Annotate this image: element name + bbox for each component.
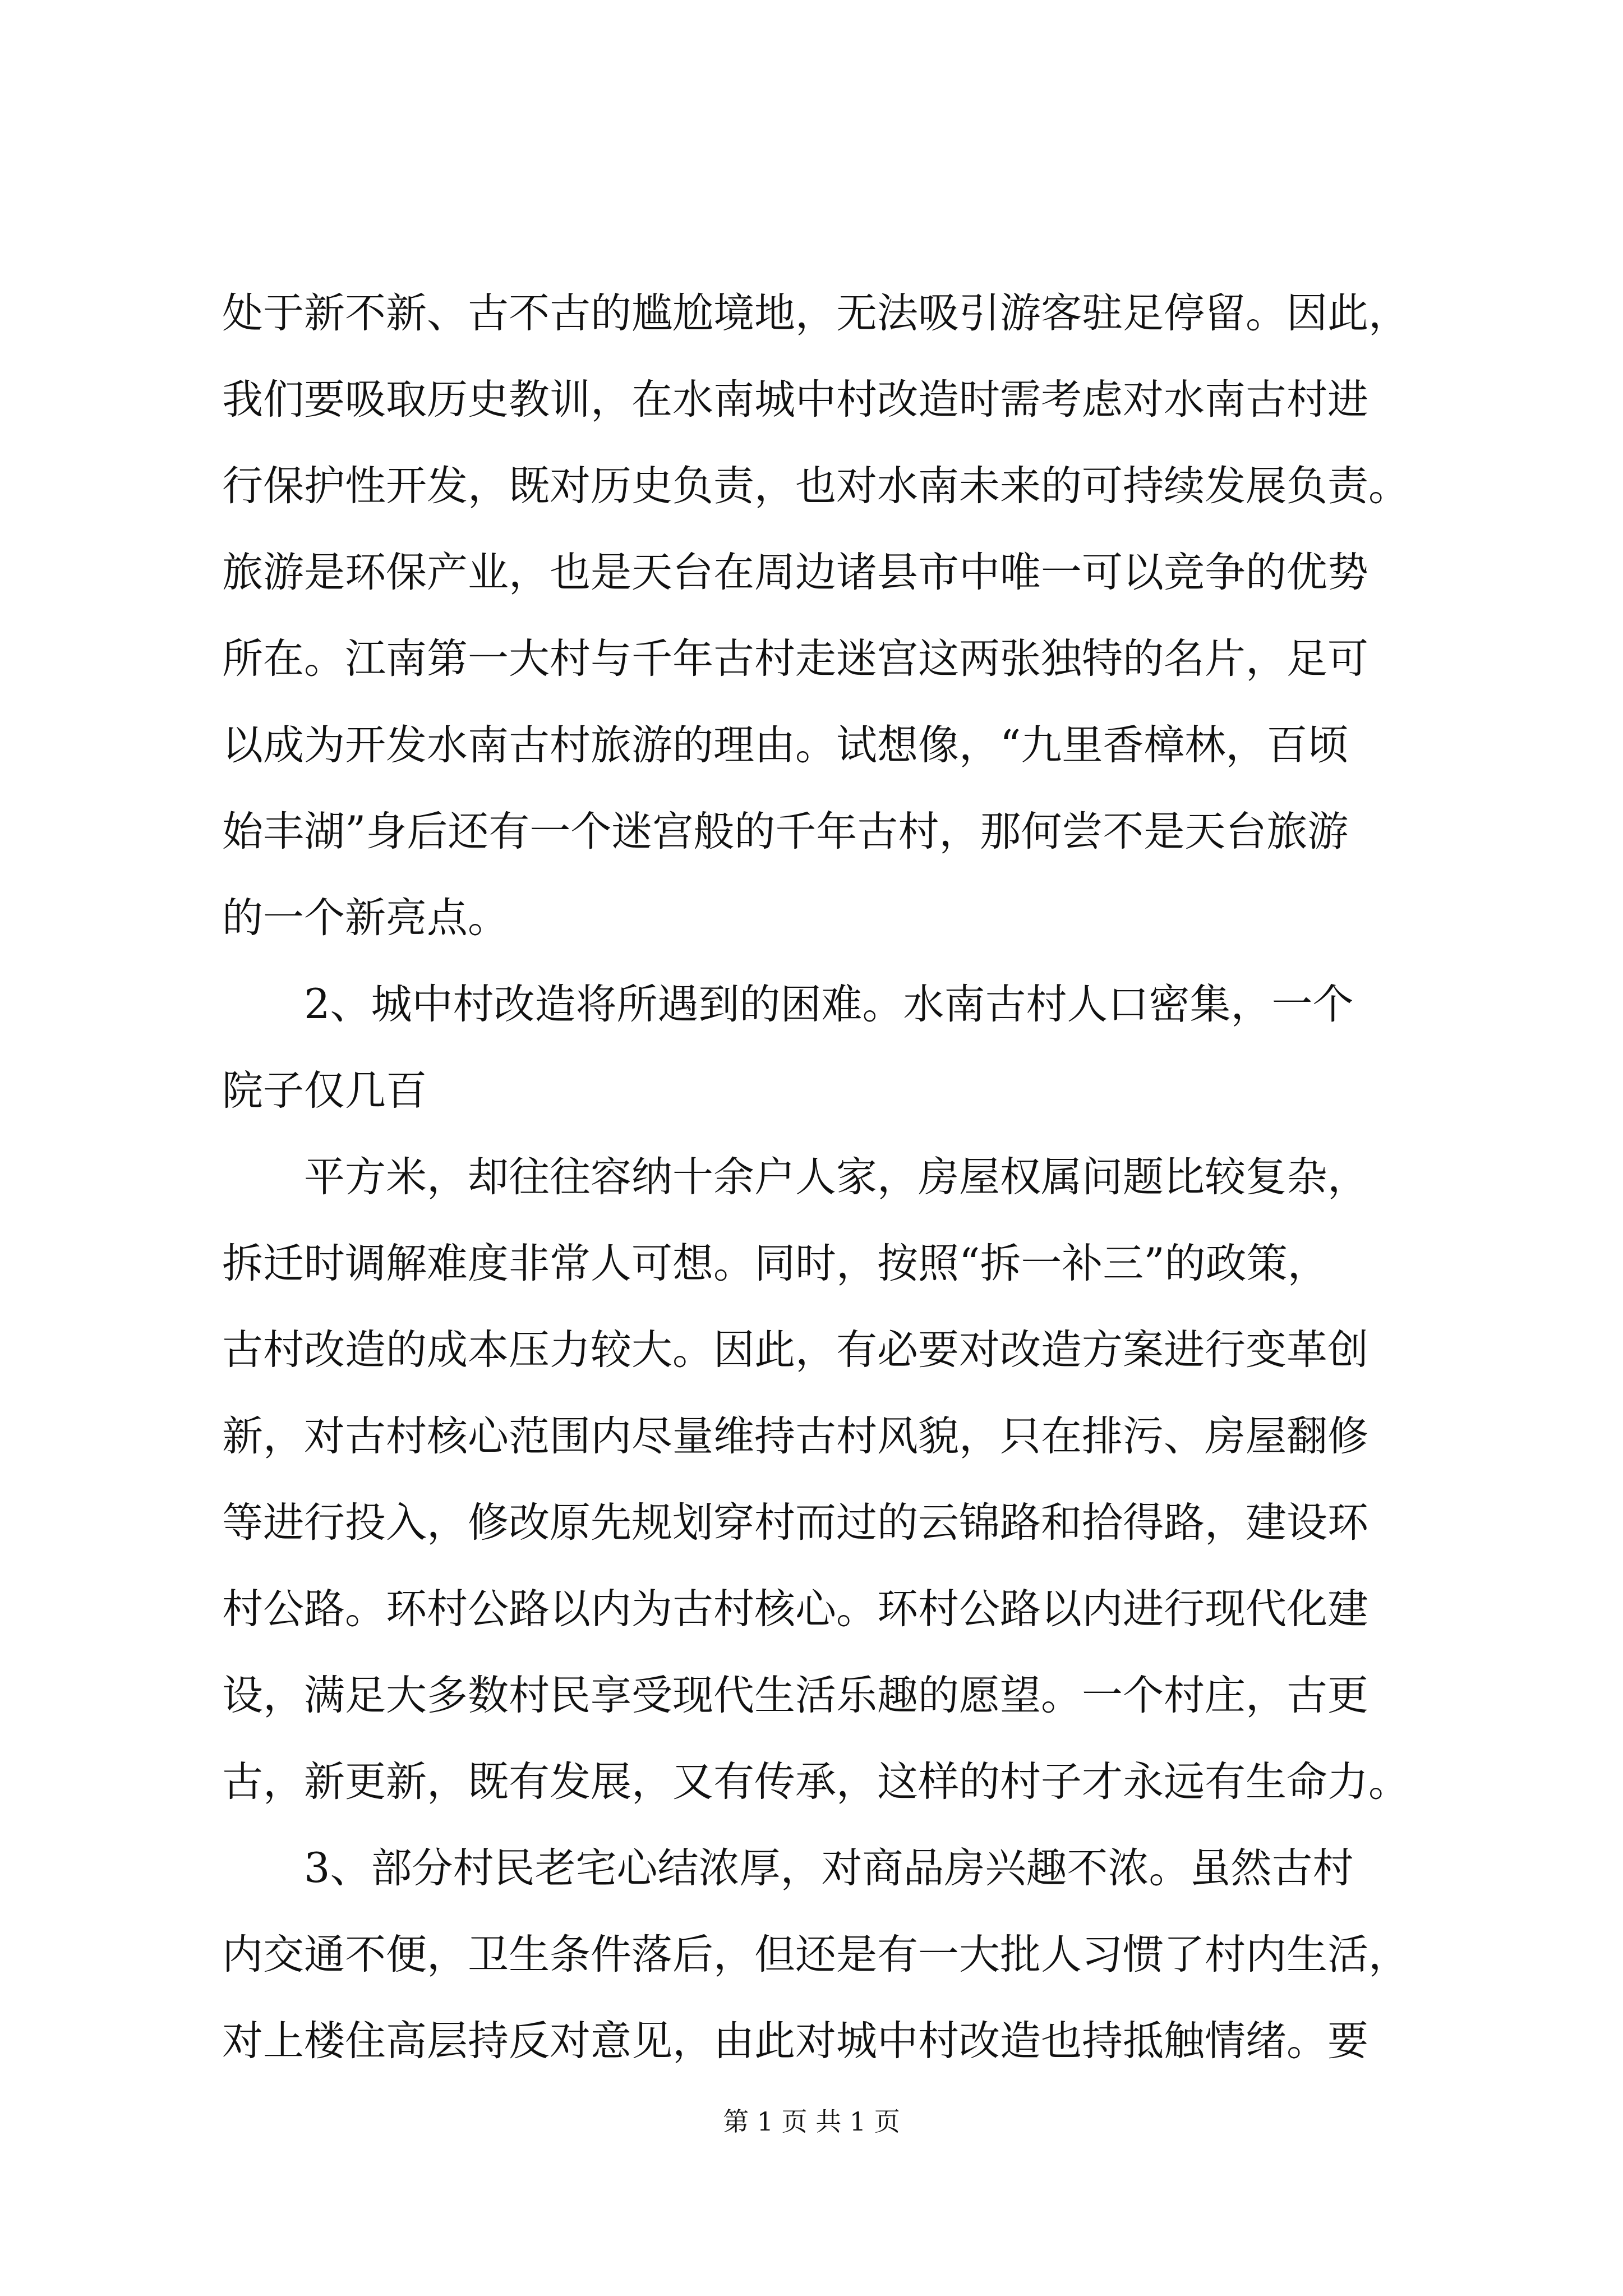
- text-line: 对上楼住高层持反对意见，由此对城中村改造也持抵触情绪。要: [222, 2017, 1368, 2065]
- text-line: 内交通不便，卫生条件落后，但还是有一大批人习惯了村内生活，: [222, 1931, 1409, 1978]
- text-line: 处于新不新、古不古的尴尬境地，无法吸引游客驻足停留。因此，: [222, 289, 1409, 337]
- page-number-footer: 第 1 页 共 1 页: [723, 2106, 900, 2137]
- text-line: 所在。江南第一大村与千年古村走迷宫这两张独特的名片，足可: [222, 635, 1368, 683]
- text-line: 旅游是环保产业，也是天台在周边诸县市中唯一可以竞争的优势: [222, 549, 1368, 596]
- text-line: 村公路。环村公路以内为古村核心。环村公路以内进行现代化建: [222, 1585, 1368, 1633]
- text-line: 我们要吸取历史教训，在水南城中村改造时需考虑对水南古村进: [222, 376, 1368, 424]
- text-line: 以成为开发水南古村旅游的理由。试想像，“九里香樟林，百顷: [222, 721, 1349, 769]
- text-line: 设，满足大多数村民享受现代生活乐趣的愿望。一个村庄，古更: [222, 1672, 1368, 1719]
- text-line: 古村改造的成本压力较大。因此，有必要对改造方案进行变革创: [222, 1326, 1368, 1374]
- text-line: 2、城中村改造将所遇到的困难。水南古村人口密集，一个: [304, 981, 1354, 1028]
- text-line: 院子仅几百: [222, 1067, 427, 1115]
- text-line: 3、部分村民老宅心结浓厚，对商品房兴趣不浓。虽然古村: [304, 1844, 1354, 1892]
- text-line: 平方米，却往往容纳十余户人家，房屋权属问题比较复杂，: [304, 1153, 1368, 1201]
- text-line: 等进行投入，修改原先规划穿村而过的云锦路和拾得路，建设环: [222, 1499, 1368, 1547]
- text-line: 的一个新亮点。: [222, 894, 509, 942]
- text-line: 始丰湖”身后还有一个迷宫般的千年古村，那何尝不是天台旅游: [222, 808, 1349, 855]
- text-line: 新，对古村核心范围内尽量维持古村风貌，只在排污、房屋翻修: [222, 1412, 1368, 1460]
- text-line: 行保护性开发，既对历史负责，也对水南未来的可持续发展负责。: [222, 462, 1409, 510]
- text-line: 拆迁时调解难度非常人可想。同时，按照“拆一补三”的政策，: [222, 1240, 1329, 1287]
- document-body: [222, 270, 1422, 2085]
- text-line: 古，新更新，既有发展，又有传承，这样的村子才永远有生命力。: [222, 1758, 1409, 1806]
